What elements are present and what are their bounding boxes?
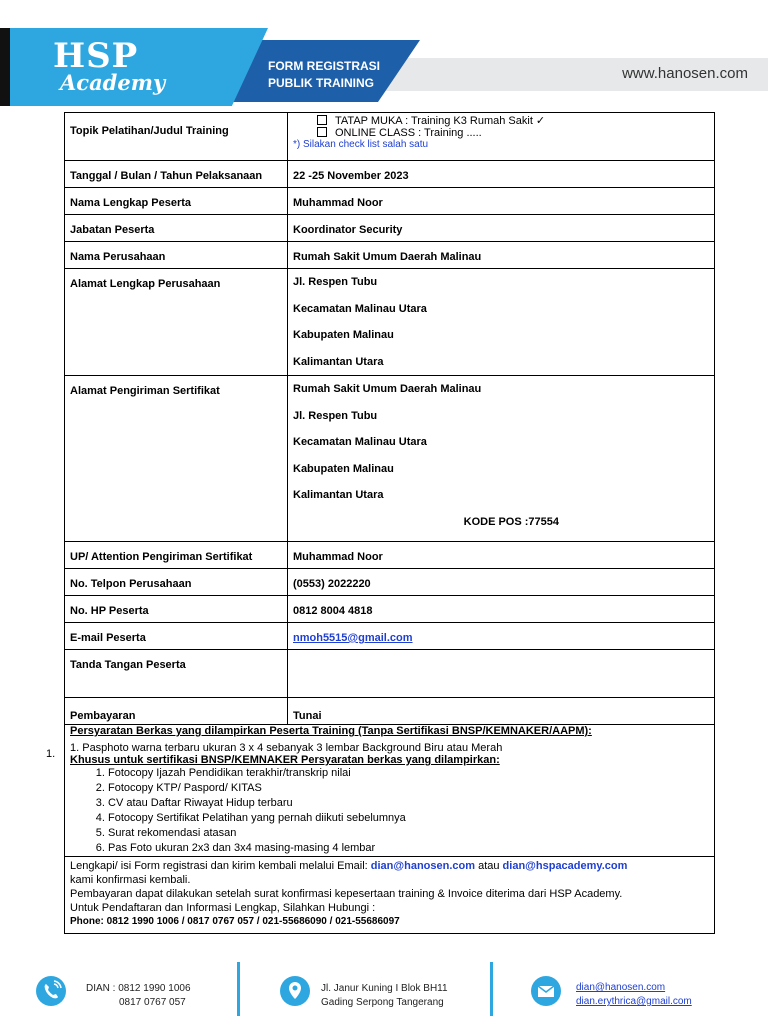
row-topik (65, 113, 715, 161)
value-perusahaan[interactable]: Rumah Sakit Umum Daerah Malinau (288, 242, 715, 269)
phone-icon (36, 976, 66, 1006)
label-ttd: Tanda Tangan Peserta (65, 650, 288, 698)
label-pembayaran: Pembayaran (65, 698, 288, 725)
footer-divider (490, 962, 493, 1016)
value-tanggal[interactable]: 22 -25 November 2023 (288, 161, 715, 188)
list-item: 2. Fotocopy KTP/ Paspord/ KITAS (108, 781, 709, 796)
row-ttd (65, 650, 715, 698)
form-title (268, 58, 398, 92)
list-item: 3. CV atau Daftar Riwayat Hidup terbaru (108, 796, 709, 811)
info-line4: Untuk Pendaftaran dan Informasi Lengkap, Silahkan Hubungi : (70, 902, 376, 914)
row-requirements (65, 725, 715, 857)
label-nama: Nama Lengkap Peserta (65, 188, 288, 215)
value-telpon[interactable]: (0553) 2022220 (288, 569, 715, 596)
value-jabatan[interactable]: Koordinator Security (288, 215, 715, 242)
footer-emails (576, 981, 692, 1009)
row-hp (65, 596, 715, 623)
info-line3: Pembayaran dapat dilakukan setelah surat konfirmasi kepesertaan training & Invoice diterima dari HSP Academy. (70, 888, 623, 900)
list-item: 1. Fotocopy Ijazah Pendidikan terakhir/transkrip nilai (108, 766, 709, 781)
list-item: 6. Pas Foto ukuran 2x3 dan 3x4 masing-masing 4 lembar (108, 841, 709, 856)
label-tanggal: Tanggal / Bulan / Tahun Pelaksanaan (65, 161, 288, 188)
alamat-line: Jl. Respen Tubu (293, 276, 378, 288)
info-section (65, 857, 715, 934)
info-email2[interactable]: dian@hspacademy.com (502, 860, 628, 872)
footer-divider (237, 962, 240, 1016)
info-line2: kami konfirmasi kembali. (70, 874, 191, 886)
requirements-subtitle: Khusus untuk sertifikasi BNSP/KEMNAKER Persyaratan berkas yang dilampirkan: (70, 754, 500, 766)
logo-academy: Academy (60, 70, 166, 95)
row-tanggal (65, 161, 715, 188)
requirements-item1: 1. Pasphoto warna terbaru ukuran 3 x 4 sebanyak 3 lembar Background Biru atau Merah (70, 742, 503, 754)
value-pembayaran[interactable]: Tunai (288, 698, 715, 725)
value-nama[interactable]: Muhammad Noor (288, 188, 715, 215)
pengiriman-line: Kalimantan Utara (293, 489, 384, 501)
alamat-line: Kalimantan Utara (293, 355, 384, 368)
footer-address: Jl. Janur Kuning I Blok BH11 Gading Serpong Tangerang (321, 983, 448, 1008)
checkbox-tatap-muka[interactable] (317, 115, 327, 125)
row-info (65, 857, 715, 934)
requirements-section (65, 725, 715, 857)
kode-pos: KODE POS :77554 (463, 515, 559, 528)
alamat-line: Kabupaten Malinau (293, 329, 394, 341)
value-alamat[interactable] (288, 269, 715, 376)
value-pengiriman[interactable] (288, 376, 715, 542)
label-hp: No. HP Peserta (65, 596, 288, 623)
info-line1: Lengkapi/ isi Form registrasi dan kirim kembali melalui Email: dian@hanosen.com atau dian@hspacademy.com (70, 860, 628, 872)
footer-email1[interactable]: dian@hanosen.com (576, 982, 666, 993)
info-phone: Phone: 0812 1990 1006 / 0817 0767 057 / 021-55686090 / 021-55686097 (70, 916, 400, 927)
label-perusahaan: Nama Perusahaan (65, 242, 288, 269)
row-telpon (65, 569, 715, 596)
label-attention: UP/ Attention Pengiriman Sertifikat (65, 542, 288, 569)
label-email: E-mail Peserta (65, 623, 288, 650)
row-email (65, 623, 715, 650)
row-pembayaran (65, 698, 715, 725)
label-alamat: Alamat Lengkap Perusahaan (65, 269, 288, 376)
requirements-outer-number: 1. (46, 748, 56, 760)
website-link[interactable]: www.hanosen.com (622, 65, 748, 82)
pengiriman-line: Jl. Respen Tubu (293, 409, 378, 422)
label-topik: Topik Pelatihan/Judul Training (65, 113, 288, 161)
pengiriman-line: Rumah Sakit Umum Daerah Malinau (293, 383, 482, 395)
label-pengiriman: Alamat Pengiriman Sertifikat (65, 376, 288, 542)
row-pengiriman (65, 376, 715, 542)
value-ttd[interactable] (288, 650, 715, 698)
label-telpon: No. Telpon Perusahaan (65, 569, 288, 596)
pengiriman-line: Kecamatan Malinau Utara (293, 436, 427, 448)
form-title-line2: PUBLIK TRAINING (268, 76, 374, 90)
check-note: *) Silakan check list salah satu (293, 139, 429, 150)
mail-icon (531, 976, 561, 1006)
option-tatap-muka: TATAP MUKA : Training K3 Rumah Sakit ✓ (335, 115, 546, 127)
value-email[interactable] (288, 623, 715, 650)
footer-email2[interactable]: dian.erythrica@gmail.com (576, 996, 692, 1007)
pengiriman-line: Kabupaten Malinau (293, 462, 394, 475)
list-item: 4. Fotocopy Sertifikat Pelatihan yang pernah diikuti sebelumnya (108, 811, 709, 826)
footer-contact: DIAN : 0812 1990 1006 0817 0767 057 (86, 983, 191, 1008)
label-jabatan: Jabatan Peserta (65, 215, 288, 242)
location-pin-icon (280, 976, 310, 1006)
logo-hsp: HSP (53, 36, 139, 76)
registration-form-table (64, 112, 715, 934)
value-topik (288, 113, 715, 161)
row-jabatan (65, 215, 715, 242)
alamat-line: Kecamatan Malinau Utara (293, 302, 427, 315)
value-attention[interactable]: Muhammad Noor (288, 542, 715, 569)
value-hp[interactable]: 0812 8004 4818 (288, 596, 715, 623)
requirements-list (70, 766, 709, 856)
option-online-class: ONLINE CLASS : Training ..... (335, 127, 482, 139)
row-attention (65, 542, 715, 569)
requirements-title: Persyaratan Berkas yang dilampirkan Peserta Training (Tanpa Sertifikasi BNSP/KEMNAKER/AAPM): (70, 725, 592, 737)
list-item: 5. Surat rekomendasi atasan (108, 826, 709, 841)
row-alamat (65, 269, 715, 376)
row-nama (65, 188, 715, 215)
header-left-bar (0, 28, 10, 106)
info-email1[interactable]: dian@hanosen.com (370, 860, 476, 872)
form-title-line1: FORM REGISTRASI (268, 59, 381, 73)
checkbox-online-class[interactable] (317, 127, 327, 137)
email-link[interactable]: nmoh5515@gmail.com (293, 632, 413, 644)
row-perusahaan (65, 242, 715, 269)
